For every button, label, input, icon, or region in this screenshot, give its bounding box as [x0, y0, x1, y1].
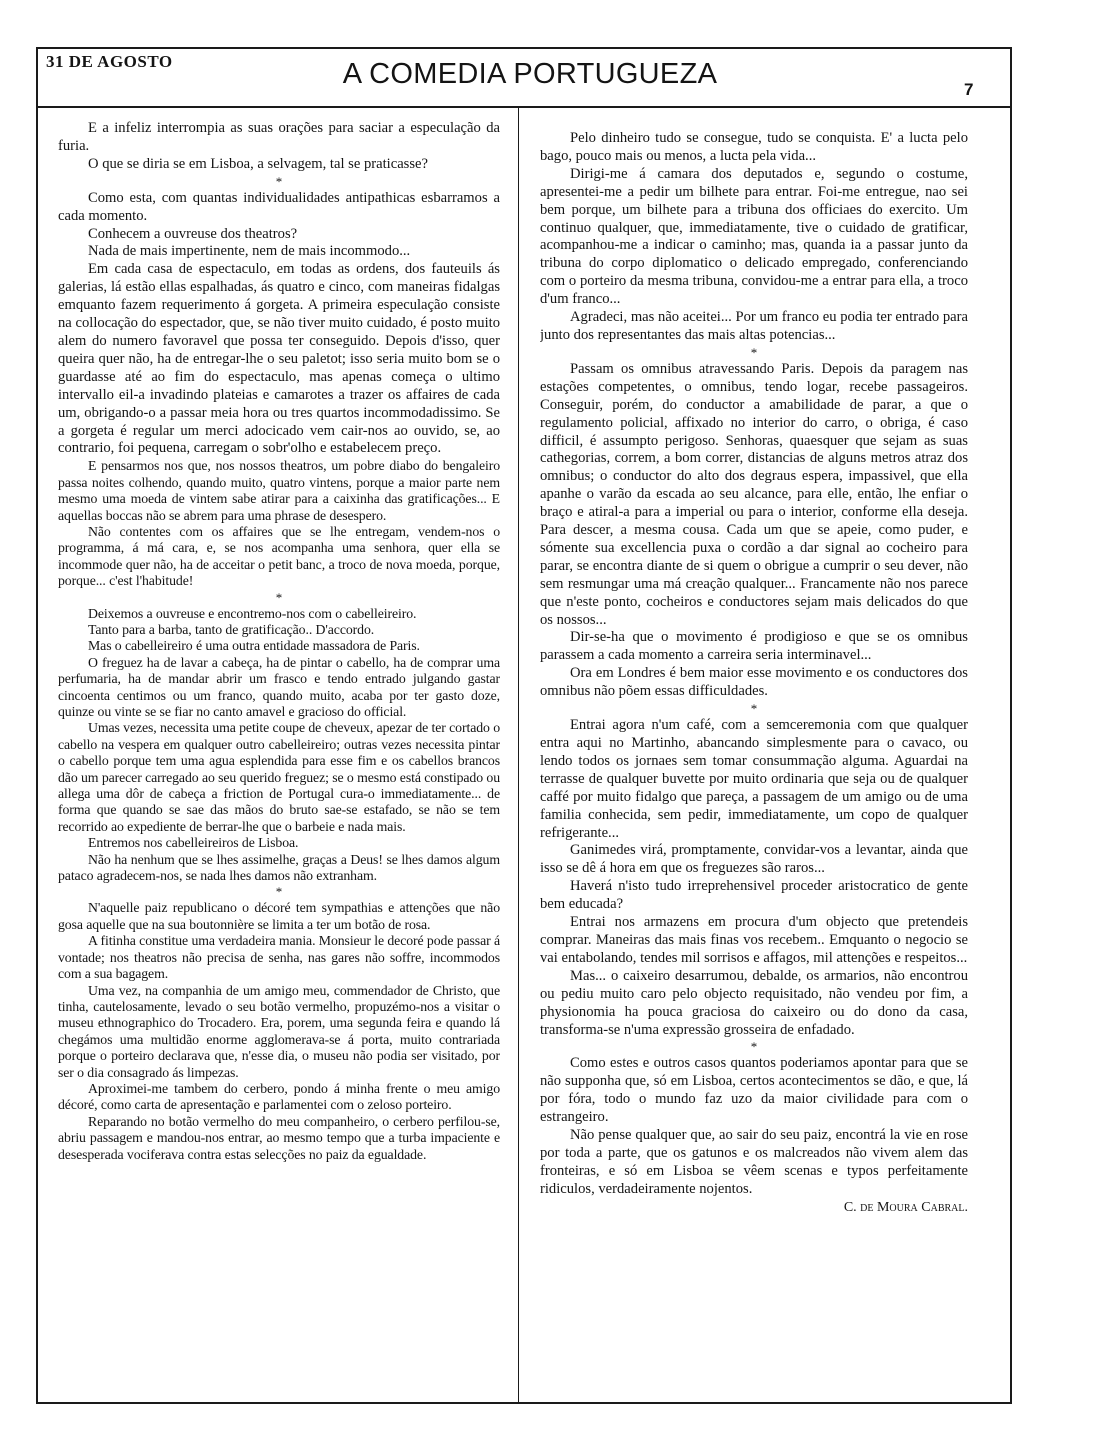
- paragraph: Em cada casa de espectaculo, em todas as ordens, dos fauteuils ás galerias, lá estão ellas espalhadas, ás quatro e cinco, com maneiras fidalgas emquanto fazem requerimento á gorgeta. A primeira especulação consiste na collocação do espectador, que, se não tiver muito cuidado, é posto muito alem do numero favoravel que possa ter conseguido. Depois d'isso, quer queira quer não, ha de entregar-lhe o seu paletot; isso seria muito bom se o guardasse até ao fim do espectaculo, mas apenas começa o ultimo intervallo eil-a invadindo plateias e camarotes a trazer os affaires de cada um, obrigando-o a passar meia hora ou tres quartos incommodadissimo. Se a gorgeta é regular um merci adocicado vem cair-nos ao ouvido, se, ao contrario, foi pequena, carregam o sobr'olho e estabelecem preço.: [58, 261, 500, 457]
- paragraph: Uma vez, na companhia de um amigo meu, commendador de Christo, que tinha, cautelosamente, levado o seu botão vermelho, propuzémo-nos a visitar o museu ethnographico do Trocadero. Era, porem, uma segunda feira e quando lá chegámos uma multidão enorme agglomerava-se á porta, muito contrariada porque o porteiro declarava que, n'esse dia, o museu não podia ser visitado, por ser o dia consagrado ás limpezas.: [58, 982, 500, 1080]
- paragraph: O que se diria se em Lisboa, a selvagem, tal se praticasse?: [88, 155, 428, 172]
- section-separator: *: [275, 173, 283, 189]
- author-signature: C. de Moura Cabral.: [843, 1199, 968, 1215]
- newspaper-title: A COMEDIA PORTUGUEZA: [342, 58, 718, 90]
- left-border-rule: [36, 47, 38, 1404]
- paragraph: Mas... o caixeiro desarrumou, debalde, os armarios, não encontrou ou pediu muito caro pelo objecto requisitado, não vendeu por fim, a physionomia ha pouca graciosa do caixeiro ou do dono da casa, transforma-se n'uma expressão grosseira de enfadado.: [540, 967, 968, 1038]
- paragraph: Aproximei-me tambem do cerbero, pondo á minha frente o meu amigo décoré, como carta de apresentação e parlamentei com o zeloso porteiro.: [58, 1080, 500, 1113]
- paragraph: Não contentes com os affaires que se lhe entregam, vendem-nos o programma, á má cara, e, se nos acompanha uma senhora, quer ella se incommode quer não, ha de acceitar o petit banc, a troco de nova moeda, porque, porque... c'est l'habitude!: [58, 523, 500, 589]
- paragraph: Deixemos a ouvreuse e encontremo-nos com o cabelleireiro.: [88, 605, 417, 621]
- paragraph: O freguez ha de lavar a cabeça, ha de pintar o cabello, ha de comprar uma perfumaria, ha de mandar abrir um frasco e tendo entrado julgando gastar cincoenta centimos ou um franco, quando muito, acaba por ter gasto doze, quinze ou vinte se se fiar no canto amavel e gracioso do official.: [58, 654, 500, 719]
- paragraph: Conhecem a ouvreuse dos theatros?: [88, 225, 298, 242]
- right-border-rule: [1010, 47, 1012, 1404]
- issue-date: 31 DE AGOSTO: [46, 52, 173, 71]
- paragraph: Umas vezes, necessita uma petite coupe de cheveux, apezar de ter cortado o cabello na vespera em qualquer outro cabelleireiro; outras vezes necessita pintar o cabello porque tem uma agua esplendida para esse fim e os cabellos brancos dão um parecer carregado ao seu querido freguez; se o mesmo está constipado ou allega uma dôr de cabeça a friction de Portugal cura-o immediatamente... de forma que quando se sae das mãos do bruto sae-se estafado, se não se tem recorrido ao expediente de berrar-lhe que o barbeie e nada mais.: [58, 720, 500, 834]
- paragraph: Entremos nos cabelleireiros de Lisboa.: [88, 835, 299, 851]
- paragraph: E a infeliz interrompia as suas orações para saciar a especulação da furia.: [58, 120, 500, 154]
- section-separator: *: [275, 884, 283, 900]
- paragraph: Tanto para a barba, tanto de gratificação.. D'accordo.: [88, 621, 375, 637]
- paragraph: Ganimedes virá, promptamente, convidar-vos a levantar, ainda que isso se dê á hora em que os freguezes são raros...: [540, 842, 968, 877]
- paragraph: Passam os omnibus atravessando Paris. Depois da paragem nas estações competentes, o omnibus, tendo logar, recebe passageiros. Conseguir, porém, do conductor a amabilidade de parar, a que o regulamento policial, affixado no interior do carro, o obriga, é caso difficil, é assumpto perigoso. Senhoras, quaesquer que sejam as suas cathegorias, correm, a bom correr, distancias de alguns metros atraz dos omnibus; o conductor do alto dos degraus espera, impassivel, que ella apanhe o varão da escada ao seu alcance, para elle, então, lhe enfiar o braço e atiral-a para a imperial ou para o interior, conforme ella deseja. Para descer, a mesma cousa. Cada um que se apeie, como puder, e sómente sua excellencia puxa o cordão a dar signal ao cocheiro para parar, se encontra diante de si quem o obrigue a cumprir o seu dever, não sem resmungar uma má creação qualquer... Francamente não nos parece que n'este ponto, cocheiros e conductores sejam mais delicados do que os nossos...: [540, 360, 968, 628]
- paragraph: Entrai nos armazens em procura d'um objecto que pretendeis comprar. Maneiras das mais finas vos recebem.. Emquanto o negocio se vai entabolando, tendes mil sorrisos e affagos, mil attenções e respeitos...: [540, 914, 968, 966]
- small-type-section: [58, 458, 500, 1163]
- right-column: [540, 130, 968, 1400]
- bottom-border-rule: [36, 1402, 1012, 1404]
- section-separator: *: [275, 589, 283, 605]
- paragraph: Haverá n'isto tudo irreprehensivel proceder aristocratico de gente bem educada?: [540, 878, 968, 913]
- paragraph: Dir-se-ha que o movimento é prodigioso e que se os omnibus parassem a cada momento a carreira seria interminavel...: [540, 629, 968, 664]
- paragraph: Não ha nenhum que se lhes assimelhe, graças a Deus! se lhes damos algum pataco agradecem-nos, se nada lhes damos não extranham.: [58, 851, 500, 884]
- section-separator: *: [750, 701, 758, 717]
- column-divider-rule: [518, 106, 519, 1402]
- paragraph: A fitinha constitue uma verdadeira mania. Monsieur le decoré pode passar á vontade; nos theatros não precisa de senha, nas gares não soffre, incommodos com a sua bagagem.: [58, 933, 500, 982]
- paragraph: Pelo dinheiro tudo se consegue, tudo se conquista. E' a lucta pelo bago, pouco mais ou menos, a lucta pela vida...: [540, 130, 968, 164]
- paragraph: Entrai agora n'um café, com a semceremonia com que qualquer entra aqui no Martinho, abancando simplesmente para o cavaco, ou lendo todos os jornaes sem tomar consummação alguma. Aguardai na terrasse de qualquer buvette por muito ordinaria que seja ou de qualquer caffé por muito fidalgo que pareça, a passagem de um amigo ou de uma familia conhecida, sem pedir, immediatamente, um copo de qualquer refrigerante...: [540, 717, 968, 841]
- paragraph: Como esta, com quantas individualidades antipathicas esbarramos a cada momento.: [58, 189, 500, 224]
- paragraph: E pensarmos nos que, nos nossos theatros, um pobre diabo do bengaleiro passa noites colhendo, quando muito, quatro vintens, porque a maior parte nem mesmo uma moeda de vintem sabe atirar para a caixinha das gratificações... E aquellas boccas não se abrem para uma phrase de desespero.: [58, 458, 500, 523]
- paragraph: Agradeci, mas não aceitei... Por um franco eu podia ter entrado para junto dos representantes das mais altas potencias...: [540, 309, 968, 343]
- paragraph: Mas o cabelleireiro é uma outra entidade massadora de Paris.: [88, 638, 420, 654]
- paragraph: Ora em Londres é bem maior esse movimento e os conductores dos omnibus não põem essas difficuldades.: [540, 665, 968, 700]
- paragraph: Reparando no botão vermelho do meu companheiro, o cerbero perfilou-se, abriu passagem e mandou-nos entrar, ao mesmo tempo que a turba impaciente e desesperada vociferava contra estas selecções no paiz da egualdade.: [58, 1113, 500, 1162]
- paragraph: Como estes e outros casos quantos poderiamos apontar para que se não supponha que, só em Lisboa, certos acontecimentos se dão, e que, lá por fóra, todo o mundo faz uzo da maior civilidade para com o estrangeiro.: [540, 1055, 968, 1126]
- paragraph: Dirigi-me á camara dos deputados e, segundo o costume, apresentei-me a pedir um bilhete para entrar. Foi-me entregue, nao sei bem porque, um bilhete para a tribuna dos officiaes do exercito. Um continuo qualquer, que, immediatamente, tive o cuidado de gratificar, acompanhou-me a indicar o caminho; mas, quanda ia a passar junto da tribuna do corpo diplomatico o delicado empregado, conferenciando com o porteiro da mesma tribuna, convidou-me a entrar para ella, a troco d'um franco...: [540, 165, 968, 308]
- section-separator: *: [750, 344, 758, 360]
- paragraph: Não pense qualquer que, ao sair do seu paiz, encontrá la vie en rose por toda a parte, que os gatunos e os malcreados não vivem alem das fronteiras, e só em Lisboa se vêem scenas e typos perfeitamente ridiculos, verdadeiramente nojentos.: [540, 1127, 968, 1197]
- section-separator: *: [750, 1039, 758, 1055]
- top-border-rule: [36, 47, 1012, 49]
- left-column: [58, 120, 500, 1390]
- paragraph: Nada de mais impertinente, nem de mais incommodo...: [88, 243, 411, 260]
- header-divider-rule: [36, 106, 1012, 108]
- paragraph: N'aquelle paiz republicano o décoré tem sympathias e attenções que não gosa aquelle que na sua boutonnière se limita a ter um botão de rosa.: [58, 900, 500, 932]
- page-number: 7: [964, 80, 974, 99]
